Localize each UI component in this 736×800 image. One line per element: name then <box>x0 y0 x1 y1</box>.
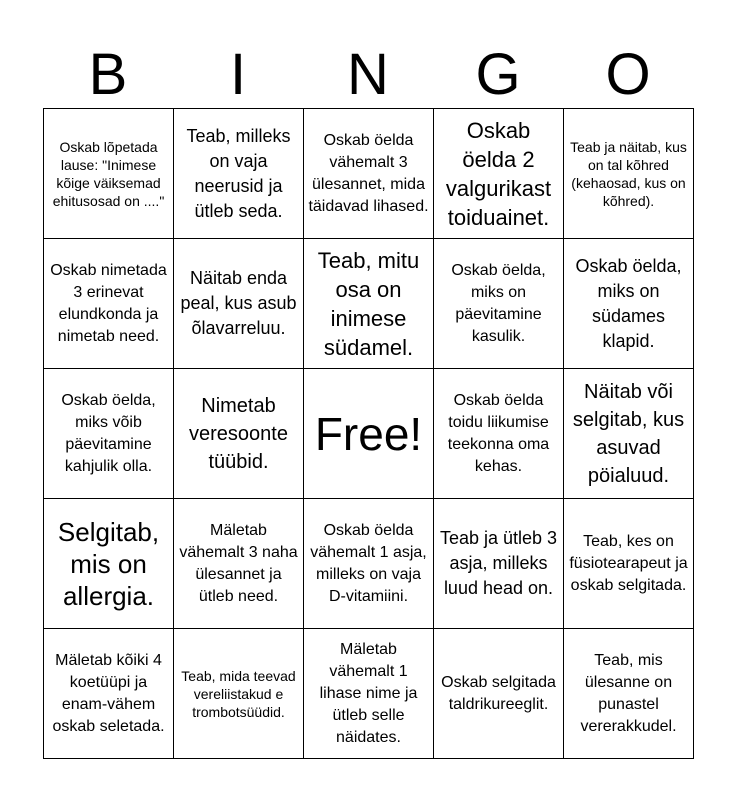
bingo-cell[interactable]: Oskab öelda vähemalt 3 ülesannet, mida täidavad lihased. <box>304 109 434 239</box>
board-row <box>44 629 694 759</box>
bingo-cell[interactable]: Teab, mis ülesanne on punastel vererakkudel. <box>564 629 694 759</box>
board-row <box>44 239 694 369</box>
bingo-cell[interactable]: Teab, milleks on vaja neerusid ja ütleb seda. <box>174 109 304 239</box>
board-row <box>44 109 694 239</box>
free-cell[interactable]: Free! <box>304 369 434 499</box>
bingo-cell[interactable]: Teab, mitu osa on inimese südamel. <box>304 239 434 369</box>
bingo-cell[interactable]: Teab ja näitab, kus on tal kõhred (kehaosad, kus on kõhred). <box>564 109 694 239</box>
header-letter-n: N <box>347 42 389 107</box>
board-row <box>44 499 694 629</box>
bingo-cell[interactable]: Oskab öelda, miks on päevitamine kasulik. <box>434 239 564 369</box>
bingo-cell[interactable]: Selgitab, mis on allergia. <box>44 499 174 629</box>
bingo-cell[interactable]: Oskab nimetada 3 erinevat elundkonda ja nimetab need. <box>44 239 174 369</box>
bingo-cell[interactable]: Nimetab veresoonte tüübid. <box>174 369 304 499</box>
bingo-cell[interactable]: Mäletab kõiki 4 koetüüpi ja enam-vähem oskab seletada. <box>44 629 174 759</box>
bingo-cell[interactable]: Teab, kes on füsiotearapeut ja oskab selgitada. <box>564 499 694 629</box>
bingo-header <box>43 42 693 108</box>
header-letter-g: G <box>475 42 521 107</box>
bingo-cell[interactable]: Mäletab vähemalt 1 lihase nime ja ütleb selle näidates. <box>304 629 434 759</box>
bingo-cell[interactable]: Oskab öelda, miks võib päevitamine kahjulik olla. <box>44 369 174 499</box>
bingo-cell[interactable]: Mäletab vähemalt 3 naha ülesannet ja ütleb need. <box>174 499 304 629</box>
bingo-cell[interactable]: Näitab enda peal, kus asub õlavarreluu. <box>174 239 304 369</box>
header-letter-i: I <box>229 42 247 107</box>
bingo-cell[interactable]: Näitab või selgitab, kus asuvad pöialuud. <box>564 369 694 499</box>
header-letter-o: O <box>605 42 651 107</box>
bingo-cell[interactable]: Oskab lõpetada lause: "Inimese kõige väiksemad ehitusosad on ...." <box>44 109 174 239</box>
bingo-cell[interactable]: Oskab öelda toidu liikumise teekonna oma kehas. <box>434 369 564 499</box>
header-letter-b: B <box>88 42 128 107</box>
bingo-cell[interactable]: Oskab öelda 2 valgurikast toiduainet. <box>434 109 564 239</box>
bingo-cell[interactable]: Oskab öelda vähemalt 1 asja, milleks on vaja D-vitamiini. <box>304 499 434 629</box>
bingo-cell[interactable]: Teab ja ütleb 3 asja, milleks luud head on. <box>434 499 564 629</box>
bingo-cell[interactable]: Oskab öelda, miks on südames klapid. <box>564 239 694 369</box>
bingo-board <box>43 108 694 759</box>
bingo-cell[interactable]: Teab, mida teevad vereliistakud e trombotsüüdid. <box>174 629 304 759</box>
bingo-cell[interactable]: Oskab selgitada taldrikureeglit. <box>434 629 564 759</box>
board-row <box>44 369 694 499</box>
